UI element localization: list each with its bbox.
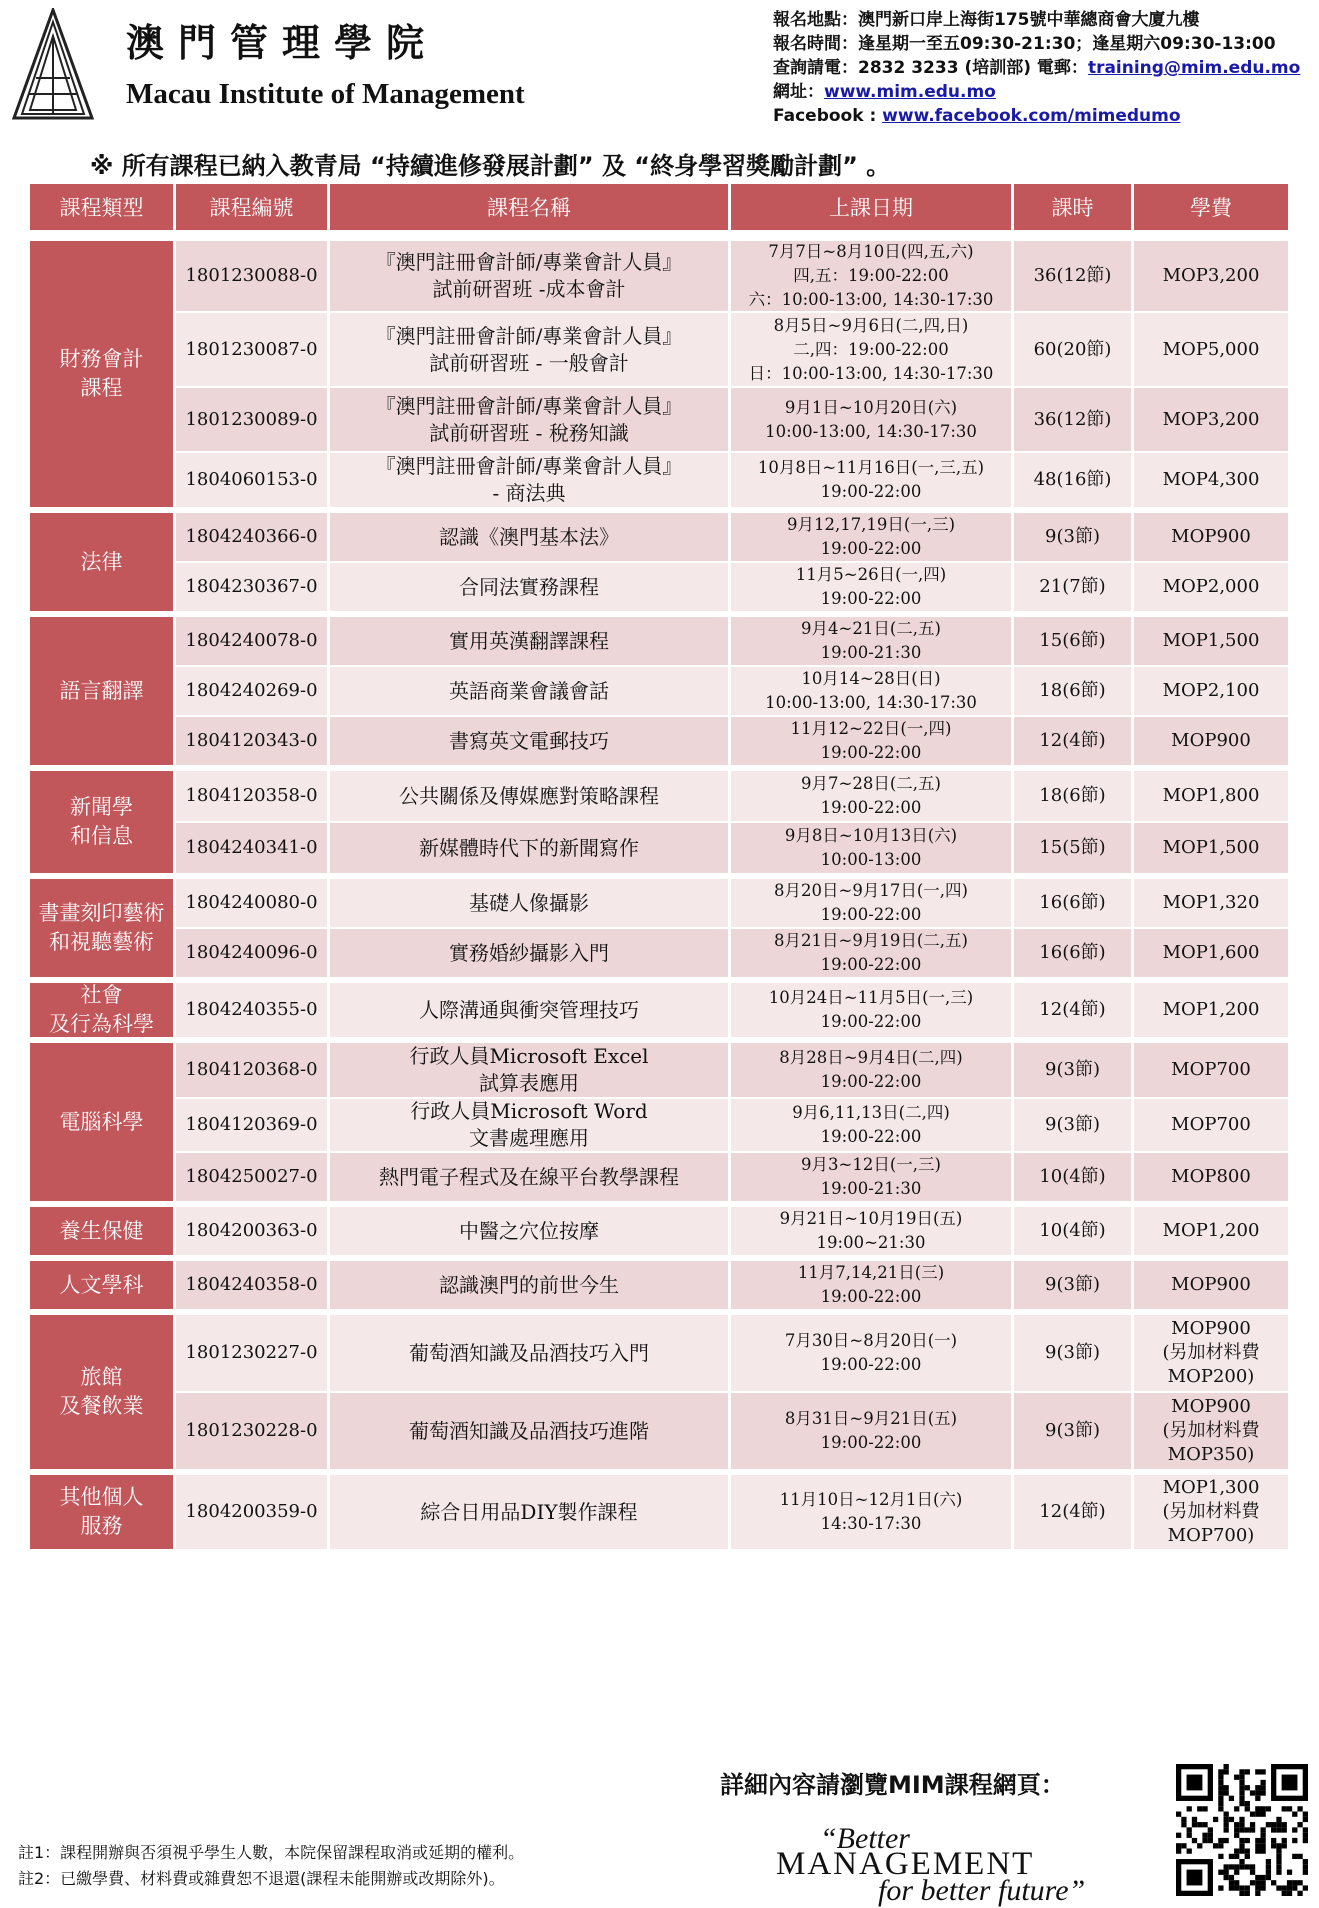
course-fee: MOP900 (另加材料費 MOP200) bbox=[1134, 1315, 1288, 1391]
course-fee: MOP3,200 bbox=[1134, 388, 1288, 451]
course-fee: MOP1,320 bbox=[1134, 879, 1288, 927]
course-date: 10月8日~11月16日(一,三,五) 19:00-22:00 bbox=[731, 453, 1011, 507]
course-name: 行政人員Microsoft Word 文書處理應用 bbox=[330, 1099, 728, 1151]
course-fee: MOP900 (另加材料費 MOP350) bbox=[1134, 1393, 1288, 1469]
slogan-line-2: MANAGEMENT bbox=[776, 1846, 1035, 1882]
course-fee: MOP1,500 bbox=[1134, 823, 1288, 873]
course-hours: 36(12節) bbox=[1014, 241, 1131, 311]
category-label: 旅館 及餐飲業 bbox=[30, 1315, 173, 1469]
category-label: 人文學科 bbox=[30, 1261, 173, 1309]
course-date: 7月30日~8月20日(一) 19:00-22:00 bbox=[731, 1315, 1011, 1391]
institute-name-en: Macau Institute of Management bbox=[126, 78, 525, 110]
course-code: 1804120368-0 bbox=[176, 1043, 327, 1097]
course-code: 1804230367-0 bbox=[176, 563, 327, 611]
course-date: 9月4~21日(二,五) 19:00-21:30 bbox=[731, 617, 1011, 665]
course-date: 9月6,11,13日(二,四) 19:00-22:00 bbox=[731, 1099, 1011, 1151]
course-code: 1804240366-0 bbox=[176, 513, 327, 561]
course-hours: 48(16節) bbox=[1014, 453, 1131, 507]
course-date: 9月1日~10月20日(六) 10:00-13:00, 14:30-17:30 bbox=[731, 388, 1011, 451]
category-label: 語言翻譯 bbox=[30, 617, 173, 765]
info-line-hours: 報名時間：逢星期一至五09:30-21:30；逢星期六09:30-13:00 bbox=[773, 34, 1276, 54]
course-fee: MOP5,000 bbox=[1134, 313, 1288, 386]
course-hours: 10(4節) bbox=[1014, 1153, 1131, 1201]
course-name: 綜合日用品DIY製作課程 bbox=[330, 1475, 728, 1549]
course-date: 9月21日~10月19日(五) 19:00~21:30 bbox=[731, 1207, 1011, 1255]
course-code: 1804240355-0 bbox=[176, 983, 327, 1037]
info-line-address: 報名地點：澳門新口岸上海街175號中華總商會大廈九樓 bbox=[773, 10, 1200, 30]
course-code: 1804060153-0 bbox=[176, 453, 327, 507]
course-hours: 10(4節) bbox=[1014, 1207, 1131, 1255]
course-code: 1804240269-0 bbox=[176, 667, 327, 715]
slogan-line-1: “Better bbox=[820, 1822, 910, 1855]
course-name: 『澳門註冊會計師/專業會計人員』 試前研習班 - 一般會計 bbox=[330, 313, 728, 386]
course-name: 熱門電子程式及在線平台教學課程 bbox=[330, 1153, 728, 1201]
course-hours: 21(7節) bbox=[1014, 563, 1131, 611]
course-name: 書寫英文電郵技巧 bbox=[330, 717, 728, 765]
course-hours: 15(6節) bbox=[1014, 617, 1131, 665]
category-label: 其他個人 服務 bbox=[30, 1475, 173, 1549]
course-hours: 16(6節) bbox=[1014, 879, 1131, 927]
course-fee: MOP900 bbox=[1134, 1261, 1288, 1309]
course-hours: 18(6節) bbox=[1014, 667, 1131, 715]
program-notice: ※ 所有課程已納入教青局 “持續進修發展計劃” 及 “終身學習獎勵計劃” 。 bbox=[90, 152, 891, 180]
course-fee: MOP2,000 bbox=[1134, 563, 1288, 611]
course-fee: MOP1,200 bbox=[1134, 1207, 1288, 1255]
course-code: 1801230088-0 bbox=[176, 241, 327, 311]
course-date: 10月24日~11月5日(一,三) 19:00-22:00 bbox=[731, 983, 1011, 1037]
course-date: 9月8日~10月13日(六) 10:00-13:00 bbox=[731, 823, 1011, 873]
course-code: 1804240078-0 bbox=[176, 617, 327, 665]
course-code: 1804240358-0 bbox=[176, 1261, 327, 1309]
course-fee: MOP2,100 bbox=[1134, 667, 1288, 715]
course-name: 人際溝通與衝突管理技巧 bbox=[330, 983, 728, 1037]
course-hours: 9(3節) bbox=[1014, 1393, 1131, 1469]
course-fee: MOP1,500 bbox=[1134, 617, 1288, 665]
course-name: 實用英漢翻譯課程 bbox=[330, 617, 728, 665]
course-date: 8月21日~9月19日(二,五) 19:00-22:00 bbox=[731, 929, 1011, 977]
course-name: 『澳門註冊會計師/專業會計人員』 試前研習班 - 稅務知識 bbox=[330, 388, 728, 451]
course-hours: 18(6節) bbox=[1014, 771, 1131, 821]
course-code: 1801230228-0 bbox=[176, 1393, 327, 1469]
course-hours: 16(6節) bbox=[1014, 929, 1131, 977]
course-code: 1804250027-0 bbox=[176, 1153, 327, 1201]
course-date: 10月14~28日(日) 10:00-13:00, 14:30-17:30 bbox=[731, 667, 1011, 715]
info-line-phone: 查詢請電：2832 3233 (培訓部) 電郵：training@mim.edu.mo bbox=[773, 58, 1301, 78]
course-hours: 12(4節) bbox=[1014, 717, 1131, 765]
course-name: 認識澳門的前世今生 bbox=[330, 1261, 728, 1309]
note-2: 註2：已繳學費、材料費或雜費恕不退還(課程未能開辦或改期除外)。 bbox=[18, 1869, 505, 1888]
note-1: 註1：課程開辦與否須視乎學生人數，本院保留課程取消或延期的權利。 bbox=[18, 1843, 525, 1862]
category-label: 社會 及行為科學 bbox=[30, 983, 173, 1037]
course-code: 1804200359-0 bbox=[176, 1475, 327, 1549]
course-fee: MOP700 bbox=[1134, 1099, 1288, 1151]
course-date: 11月10日~12月1日(六) 14:30-17:30 bbox=[731, 1475, 1011, 1549]
course-hours: 9(3節) bbox=[1014, 513, 1131, 561]
course-name: 認識《澳門基本法》 bbox=[330, 513, 728, 561]
course-date: 9月7~28日(二,五) 19:00-22:00 bbox=[731, 771, 1011, 821]
course-fee: MOP1,300 (另加材料費 MOP700) bbox=[1134, 1475, 1288, 1549]
course-name: 新媒體時代下的新聞寫作 bbox=[330, 823, 728, 873]
course-hours: 12(4節) bbox=[1014, 983, 1131, 1037]
course-date: 9月3~12日(一,三) 19:00-21:30 bbox=[731, 1153, 1011, 1201]
course-name: 葡萄酒知識及品酒技巧入門 bbox=[330, 1315, 728, 1391]
course-hours: 9(3節) bbox=[1014, 1315, 1131, 1391]
website-link[interactable]: www.mim.edu.mo bbox=[824, 82, 996, 102]
facebook-link[interactable]: www.facebook.com/mimedumo bbox=[882, 106, 1181, 126]
info-line-facebook: Facebook : www.facebook.com/mimedumo bbox=[773, 106, 1181, 126]
course-code: 1801230087-0 bbox=[176, 313, 327, 386]
course-hours: 9(3節) bbox=[1014, 1261, 1131, 1309]
course-name: 合同法實務課程 bbox=[330, 563, 728, 611]
course-date: 11月12~22日(一,四) 19:00-22:00 bbox=[731, 717, 1011, 765]
qr-code-icon[interactable] bbox=[1176, 1764, 1308, 1896]
course-code: 1804240080-0 bbox=[176, 879, 327, 927]
course-hours: 9(3節) bbox=[1014, 1099, 1131, 1151]
course-hours: 15(5節) bbox=[1014, 823, 1131, 873]
category-label: 養生保健 bbox=[30, 1207, 173, 1255]
page-header bbox=[0, 0, 1319, 140]
course-date: 9月12,17,19日(一,三) 19:00-22:00 bbox=[731, 513, 1011, 561]
column-header: 課程名稱 bbox=[330, 184, 728, 230]
contact-info bbox=[773, 8, 1300, 128]
course-code: 1801230227-0 bbox=[176, 1315, 327, 1391]
course-date: 8月31日~9月21日(五) 19:00-22:00 bbox=[731, 1393, 1011, 1469]
category-label: 法律 bbox=[30, 513, 173, 611]
course-name: 實務婚紗攝影入門 bbox=[330, 929, 728, 977]
website-prompt: 詳細內容請瀏覽MIM課程網頁： bbox=[720, 1771, 1065, 1799]
course-code: 1804200363-0 bbox=[176, 1207, 327, 1255]
course-name: 『澳門註冊會計師/專業會計人員』 試前研習班 -成本會計 bbox=[330, 241, 728, 311]
info-line-website: 網址：www.mim.edu.mo bbox=[773, 82, 996, 102]
course-hours: 12(4節) bbox=[1014, 1475, 1131, 1549]
course-fee: MOP4,300 bbox=[1134, 453, 1288, 507]
course-fee: MOP700 bbox=[1134, 1043, 1288, 1097]
course-code: 1804240341-0 bbox=[176, 823, 327, 873]
course-date: 7月7日~8月10日(四,五,六) 四,五：19:00-22:00 六：10:00-13:00, 14:30-17:30 bbox=[731, 241, 1011, 311]
course-name: 『澳門註冊會計師/專業會計人員』 - 商法典 bbox=[330, 453, 728, 507]
course-code: 1804120369-0 bbox=[176, 1099, 327, 1151]
category-label: 電腦科學 bbox=[30, 1043, 173, 1201]
course-name: 行政人員Microsoft Excel 試算表應用 bbox=[330, 1043, 728, 1097]
course-fee: MOP1,600 bbox=[1134, 929, 1288, 977]
course-code: 1804120358-0 bbox=[176, 771, 327, 821]
course-fee: MOP900 bbox=[1134, 513, 1288, 561]
column-header: 學費 bbox=[1134, 184, 1288, 230]
course-code: 1801230089-0 bbox=[176, 388, 327, 451]
course-fee: MOP1,200 bbox=[1134, 983, 1288, 1037]
category-label: 新聞學 和信息 bbox=[30, 771, 173, 873]
course-name: 中醫之穴位按摩 bbox=[330, 1207, 728, 1255]
category-label: 書畫刻印藝術 和視聽藝術 bbox=[30, 879, 173, 977]
course-name: 公共關係及傳媒應對策略課程 bbox=[330, 771, 728, 821]
column-header: 上課日期 bbox=[731, 184, 1011, 230]
category-label: 財務會計 課程 bbox=[30, 241, 173, 507]
course-name: 基礎人像攝影 bbox=[330, 879, 728, 927]
course-code: 1804240096-0 bbox=[176, 929, 327, 977]
course-fee: MOP800 bbox=[1134, 1153, 1288, 1201]
column-header: 課程類型 bbox=[30, 184, 173, 230]
course-fee: MOP1,800 bbox=[1134, 771, 1288, 821]
column-header: 課程編號 bbox=[176, 184, 327, 230]
course-date: 8月20日~9月17日(一,四) 19:00-22:00 bbox=[731, 879, 1011, 927]
institute-name-cn: 澳門管理學院 bbox=[126, 20, 439, 65]
course-fee: MOP900 bbox=[1134, 717, 1288, 765]
slogan-line-3: for better future” bbox=[878, 1874, 1086, 1907]
course-code: 1804120343-0 bbox=[176, 717, 327, 765]
email-link[interactable]: training@mim.edu.mo bbox=[1087, 58, 1301, 78]
course-hours: 36(12節) bbox=[1014, 388, 1131, 451]
course-fee: MOP3,200 bbox=[1134, 241, 1288, 311]
course-date: 11月5~26日(一,四) 19:00-22:00 bbox=[731, 563, 1011, 611]
column-header: 課時 bbox=[1014, 184, 1131, 230]
course-hours: 9(3節) bbox=[1014, 1043, 1131, 1097]
course-name: 英語商業會議會話 bbox=[330, 667, 728, 715]
mim-logo bbox=[12, 8, 94, 120]
course-date: 8月28日~9月4日(二,四) 19:00-22:00 bbox=[731, 1043, 1011, 1097]
course-date: 8月5日~9月6日(二,四,日) 二,四：19:00-22:00 日：10:00-13:00, 14:30-17:30 bbox=[731, 313, 1011, 386]
course-name: 葡萄酒知識及品酒技巧進階 bbox=[330, 1393, 728, 1469]
course-hours: 60(20節) bbox=[1014, 313, 1131, 386]
course-date: 11月7,14,21日(三) 19:00-22:00 bbox=[731, 1261, 1011, 1309]
